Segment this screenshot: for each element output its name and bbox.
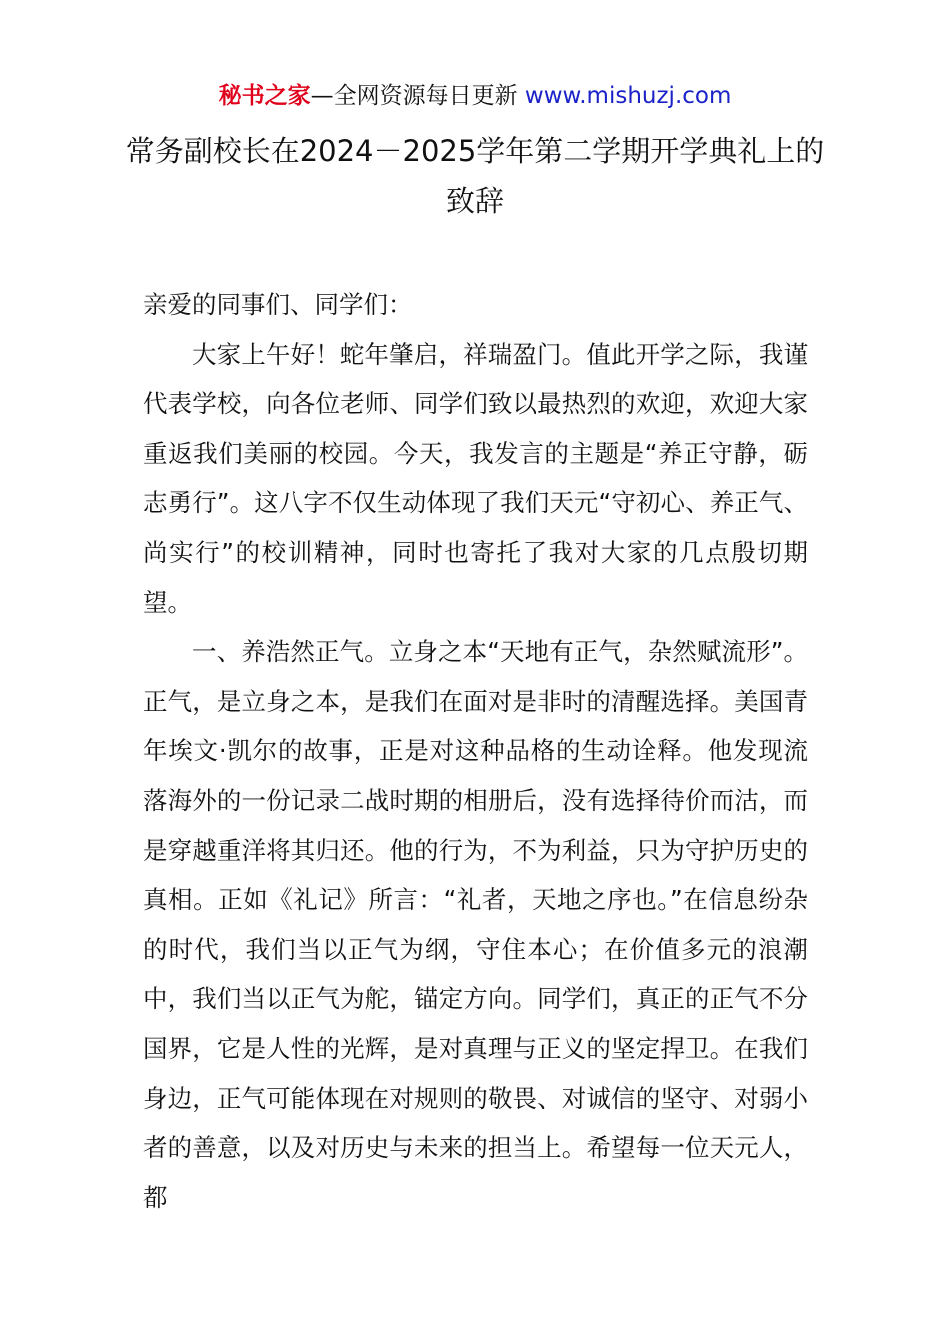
brand-name: 秘书之家 [218, 83, 311, 109]
site-header [0, 80, 950, 112]
document-body [143, 280, 808, 1222]
paragraph: 一、养浩然正气。立身之本“天地有正气，杂然赋流形”。正气，是立身之本，是我们在面对是非时的清醒选择。美国青年埃文·凯尔的故事，正是对这种品格的生动诠释。他发现流落海外的一份记录二战时期的相册后，没有选择待价而沽，而是穿越重洋将其归还。他的行为，不为利益，只为守护历史的真相。正如《礼记》所言：“礼者，天地之序也。”在信息纷杂的时代，我们当以正气为纲，守住本心；在价值多元的浪潮中，我们当以正气为舵，锚定方向。同学们，真正的正气不分国界，它是人性的光辉，是对真理与正义的坚定捍卫。在我们身边，正气可能体现在对规则的敬畏、对诚信的坚守、对弱小者的善意，以及对历史与未来的担当上。希望每一位天元人，都 [143, 637, 808, 1212]
header-tagline: —全网资源每日更新 [310, 83, 525, 109]
salutation: 亲爱的同事们、同学们： [143, 290, 413, 319]
paragraph: 大家上午好！蛇年肇启，祥瑞盈门。值此开学之际，我谨代表学校，向各位老师、同学们致以最热烈的欢迎，欢迎大家重返我们美丽的校园。今天，我发言的主题是“养正守静，砺志勇行”。这八字不仅生动体现了我们天元“守初心、养正气、尚实行”的校训精神，同时也寄托了我对大家的几点殷切期望。 [143, 339, 808, 617]
document-title: 常务副校长在2024－2025学年第二学期开学典礼上的致辞 [125, 134, 825, 218]
site-url-link[interactable]: www.mishuzj.com [524, 83, 732, 109]
